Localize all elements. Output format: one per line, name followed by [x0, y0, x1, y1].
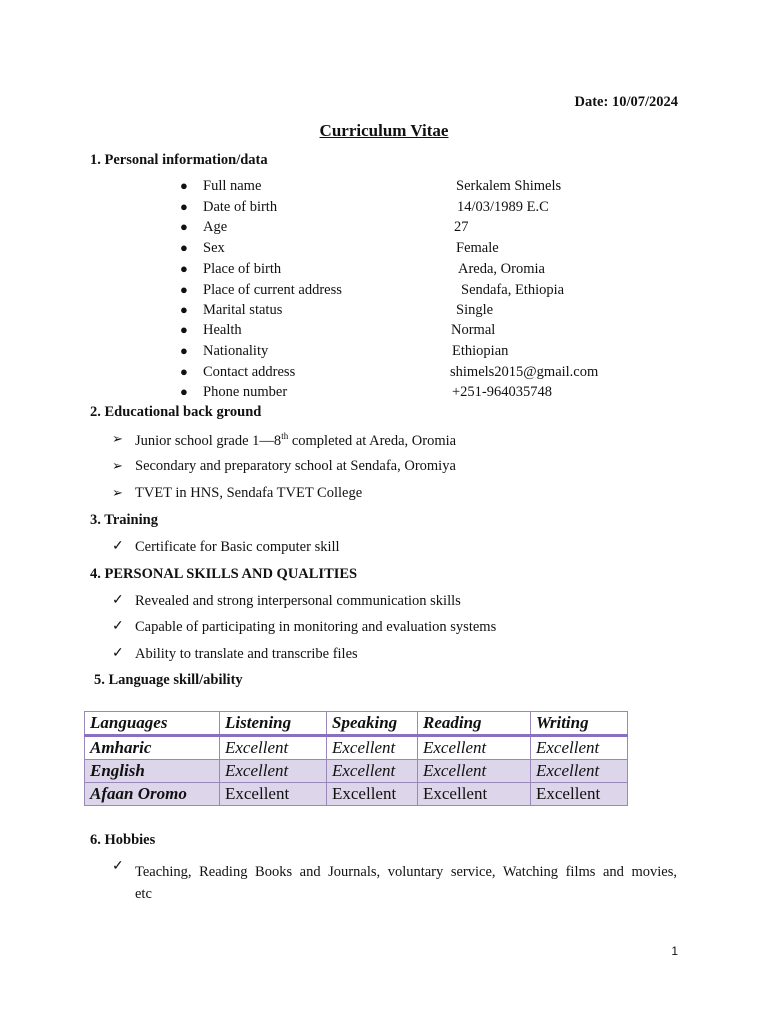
personal-value: Sendafa, Ethiopia — [461, 282, 565, 298]
personal-label: Contact address — [203, 364, 296, 380]
bullet-icon: ● — [180, 178, 188, 193]
table-cell: Excellent — [418, 783, 531, 806]
education-item-tvet: TVET in HNS, Sendafa TVET College — [135, 485, 363, 501]
bullet-icon: ● — [180, 240, 188, 255]
training-item: Certificate for Basic computer skill — [135, 539, 340, 555]
table-cell: Excellent — [327, 783, 418, 806]
table-header-cell: Reading — [418, 712, 531, 736]
bullet-icon: ● — [180, 384, 188, 399]
skill-item: Capable of participating in monitoring and evaluation systems — [135, 619, 497, 635]
table-cell: Excellent — [327, 736, 418, 760]
personal-label: Full name — [203, 178, 262, 194]
hobbies-text-continued: etc — [135, 886, 152, 902]
bullet-icon: ● — [180, 343, 188, 358]
personal-value: 14/03/1989 E.C — [457, 199, 549, 215]
table-cell: Excellent — [327, 760, 418, 783]
arrow-bullet-icon: ➢ — [112, 431, 123, 446]
table-header-row — [85, 712, 628, 736]
table-cell: Excellent — [418, 736, 531, 760]
table-row — [85, 783, 628, 806]
arrow-bullet-icon: ➢ — [112, 485, 123, 500]
check-icon: ✓ — [112, 859, 124, 874]
personal-value: shimels2015@gmail.com — [450, 364, 599, 380]
personal-label: Nationality — [203, 343, 269, 359]
table-cell: Amharic — [85, 736, 220, 760]
check-icon: ✓ — [112, 646, 124, 661]
skill-item: Revealed and strong interpersonal communication skills — [135, 593, 461, 609]
table-cell: Excellent — [220, 783, 327, 806]
table-row — [85, 736, 628, 760]
personal-label: Health — [203, 322, 242, 338]
bullet-icon: ● — [180, 282, 188, 297]
bullet-icon: ● — [180, 219, 188, 234]
bullet-icon: ● — [180, 261, 188, 276]
personal-label: Marital status — [203, 302, 283, 318]
section-hobbies-heading: 6. Hobbies — [90, 832, 156, 848]
section-personal-heading: 1. Personal information/data — [90, 152, 268, 168]
personal-label: Sex — [203, 240, 225, 256]
table-cell: Excellent — [220, 760, 327, 783]
check-icon: ✓ — [112, 593, 124, 608]
personal-value: 27 — [454, 219, 469, 235]
check-icon: ✓ — [112, 619, 124, 634]
personal-value: Single — [456, 302, 494, 318]
document-date: Date: 10/07/2024 — [574, 94, 678, 110]
personal-label: Phone number — [203, 384, 288, 400]
bullet-icon: ● — [180, 322, 188, 337]
personal-label: Place of current address — [203, 282, 342, 298]
page-number: 1 — [671, 944, 678, 958]
bullet-icon: ● — [180, 364, 188, 379]
education-item-secondary: Secondary and preparatory school at Sendafa, Oromiya — [135, 458, 456, 474]
table-cell: Afaan Oromo — [85, 783, 220, 806]
check-icon: ✓ — [112, 539, 124, 554]
section-training-heading: 3. Training — [90, 512, 158, 528]
table-cell: Excellent — [531, 783, 628, 806]
table-cell: Excellent — [418, 760, 531, 783]
personal-value: Ethiopian — [452, 343, 509, 359]
table-header-cell: Speaking — [327, 712, 418, 736]
table-cell: English — [85, 760, 220, 783]
personal-value: Serkalem Shimels — [456, 178, 562, 194]
section-language-heading: 5. Language skill/ability — [94, 672, 243, 688]
bullet-icon: ● — [180, 302, 188, 317]
table-header-cell: Writing — [531, 712, 628, 736]
document-title: Curriculum Vitae — [319, 121, 449, 140]
hobbies-text: Teaching, Reading Books and Journals, voluntary service, Watching films and movies, — [135, 864, 677, 880]
table-header-cell: Listening — [220, 712, 327, 736]
personal-label: Place of birth — [203, 261, 282, 277]
skill-item: Ability to translate and transcribe files — [135, 646, 358, 662]
table-cell: Excellent — [220, 736, 327, 760]
section-education-heading: 2. Educational back ground — [90, 404, 262, 420]
personal-label: Date of birth — [203, 199, 278, 215]
language-skill-table — [84, 711, 628, 806]
section-skills-heading: 4. PERSONAL SKILLS AND QUALITIES — [90, 566, 358, 582]
personal-value: Female — [456, 240, 499, 256]
bullet-icon: ● — [180, 199, 188, 214]
personal-value: Areda, Oromia — [458, 261, 545, 277]
education-item-junior: Junior school grade 1—8th completed at Areda, Oromia — [135, 431, 457, 449]
table-cell: Excellent — [531, 760, 628, 783]
personal-value: +251-964035748 — [452, 384, 553, 400]
table-header-cell: Languages — [85, 712, 220, 736]
table-row — [85, 760, 628, 783]
personal-label: Age — [203, 219, 228, 235]
table-cell: Excellent — [531, 736, 628, 760]
arrow-bullet-icon: ➢ — [112, 458, 123, 473]
personal-value: Normal — [451, 322, 496, 338]
